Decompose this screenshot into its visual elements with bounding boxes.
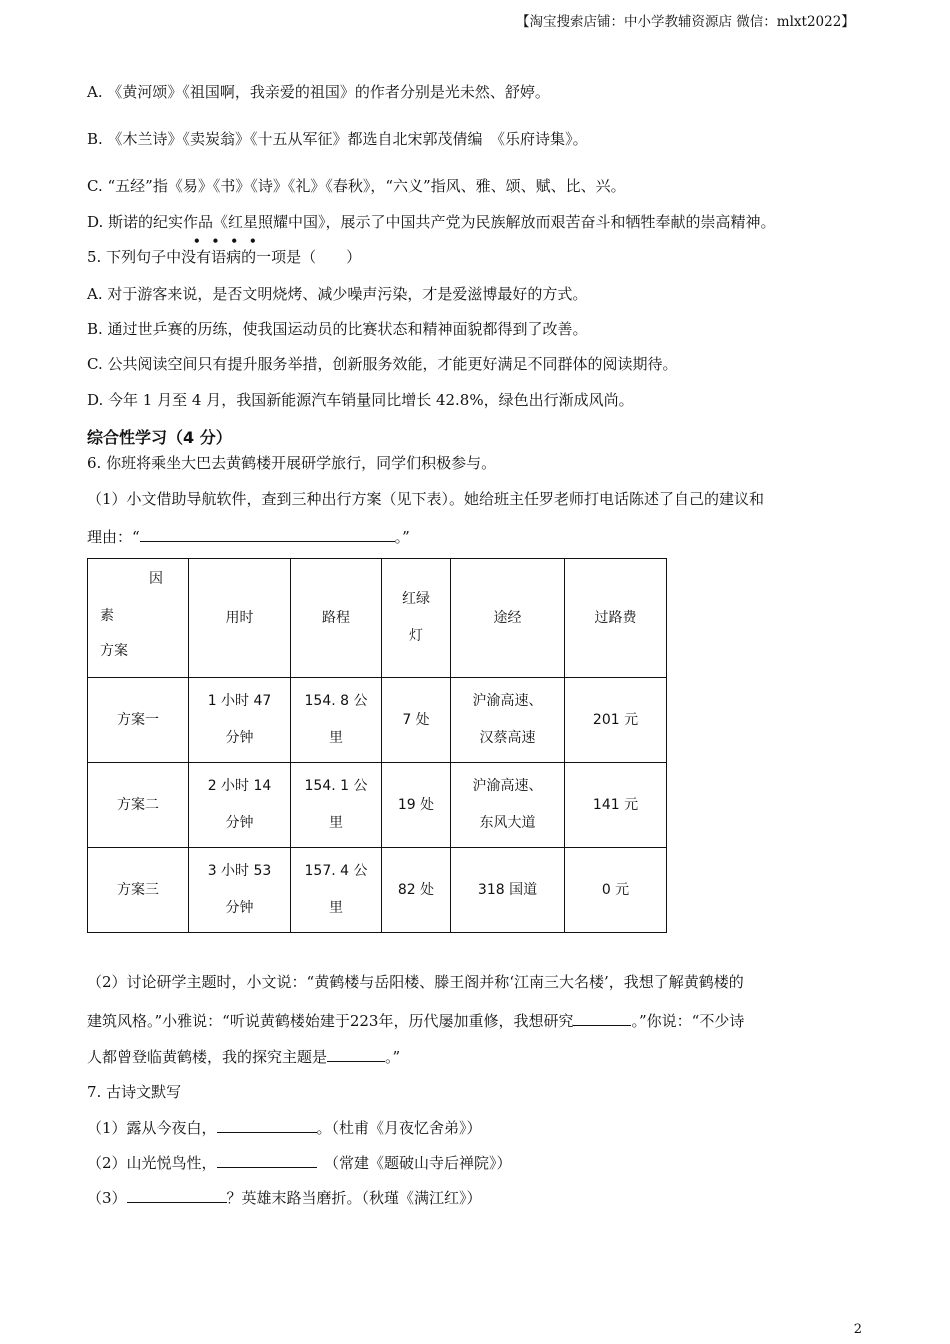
plan-route: 318 国道: [451, 848, 565, 933]
header-toll: 过路费: [565, 559, 667, 678]
q5-option-b: B. 通过世乒赛的历练，使我国运动员的比赛状态和精神面貌都得到了改善。: [87, 320, 588, 338]
plan-route: 沪渝高速、 东风大道: [451, 763, 565, 848]
q6-p1-line1: （1）小文借助导航软件，查到三种出行方案（见下表）。她给班主任罗老师打电话陈述了自己的建议和: [87, 490, 765, 508]
plan-time: 2 小时 14 分钟: [189, 763, 291, 848]
plan-distance: 157. 4 公 里: [291, 848, 382, 933]
table-row: [88, 763, 667, 848]
header-lights: 红绿 灯: [382, 559, 451, 678]
q5-emphasis: 没有: [181, 248, 212, 266]
header-distance: 路程: [291, 559, 382, 678]
q6-p2-line2: 建筑风格。”小雅说：“听说黄鹤楼始建于223年，历代屡加重修，我想研究 。”你说：“不少诗: [87, 1012, 745, 1030]
plan-toll: 0 元: [565, 848, 667, 933]
answer-blank: [573, 1010, 631, 1026]
section-title: 综合性学习（4 分）: [87, 428, 232, 447]
plan-name: 方案三: [88, 848, 189, 933]
plan-time: 3 小时 53 分钟: [189, 848, 291, 933]
plan-distance: 154. 8 公 里: [291, 678, 382, 763]
header-time: 用时: [189, 559, 291, 678]
q7-line1: （1）露从今夜白， 。（杜甫《月夜忆舍弟》）: [87, 1119, 482, 1137]
corner-cell: 因 素 方案: [88, 559, 189, 678]
q6-p2-line1: （2）讨论研学主题时，小文说：“黄鹤楼与岳阳楼、滕王阁并称‘江南三大名楼’，我想了解黄鹤楼的: [87, 973, 744, 991]
q7-line2: （2）山光悦鸟性， （常建《题破山寺后禅院》）: [87, 1154, 512, 1172]
answer-blank: [327, 1046, 385, 1062]
q4-option-d: D. 斯诺的纪实作品《红星照耀中国》，展示了中国共产党为民族解放而艰苦奋斗和牺牲奉献的崇高精神。: [87, 213, 776, 231]
plan-lights: 19 处: [382, 763, 451, 848]
q7-stem: 7. 古诗文默写: [87, 1083, 182, 1101]
q4-option-c: C. “五经”指《易》《书》《诗》《礼》《春秋》，“六义”指风、雅、颂、赋、比、兴。: [87, 177, 626, 195]
table-row: [88, 848, 667, 933]
emphasis-dots: ••••: [193, 234, 268, 248]
plan-distance: 154. 1 公 里: [291, 763, 382, 848]
plan-toll: 141 元: [565, 763, 667, 848]
answer-blank: [217, 1152, 317, 1168]
plan-time: 1 小时 47 分钟: [189, 678, 291, 763]
q6-stem: 6. 你班将乘坐大巴去黄鹤楼开展研学旅行，同学们积极参与。: [87, 454, 497, 472]
plan-lights: 82 处: [382, 848, 451, 933]
answer-blank: [140, 526, 395, 542]
plan-lights: 7 处: [382, 678, 451, 763]
q6-p2-line3: 人都曾登临黄鹤楼，我的探究主题是 。”: [87, 1048, 401, 1066]
answer-blank: [127, 1187, 227, 1203]
q4-option-b: B. 《木兰诗》《卖炭翁》《十五从军征》都选自北宋郭茂倩编 《乐府诗集》。: [87, 130, 588, 148]
travel-plan-table: [87, 558, 667, 933]
header-route: 途经: [451, 559, 565, 678]
q5-stem: 5. 下列句子中没有语病的一项是（ ）: [87, 248, 362, 266]
page-number: 2: [853, 1322, 862, 1337]
q5-option-d: D. 今年 1 月至 4 月，我国新能源汽车销量同比增长 42.8%，绿色出行渐成风尚。: [87, 391, 634, 409]
q5-option-c: C. 公共阅读空间只有提升服务举措，创新服务效能，才能更好满足不同群体的阅读期待。: [87, 355, 678, 373]
q4-option-a: A. 《黄河颂》《祖国啊，我亲爱的祖国》的作者分别是光未然、舒婷。: [87, 83, 550, 101]
q7-line3: （3） ？英雄末路当磨折。（秋瑾《满江红》）: [87, 1189, 482, 1207]
table-row: [88, 678, 667, 763]
q6-p1-line2: 理由：“ 。”: [87, 528, 410, 546]
answer-blank: [217, 1117, 317, 1133]
plan-name: 方案二: [88, 763, 189, 848]
plan-toll: 201 元: [565, 678, 667, 763]
page-header: 【淘宝搜索店铺：中小学教辅资源店 微信：mlxt2022】: [516, 14, 855, 30]
plan-route: 沪渝高速、 汉蔡高速: [451, 678, 565, 763]
table-header-row: [88, 559, 667, 678]
plan-name: 方案一: [88, 678, 189, 763]
q5-option-a: A. 对于游客来说，是否文明烧烤、减少噪声污染，才是爱滋博最好的方式。: [87, 285, 588, 303]
